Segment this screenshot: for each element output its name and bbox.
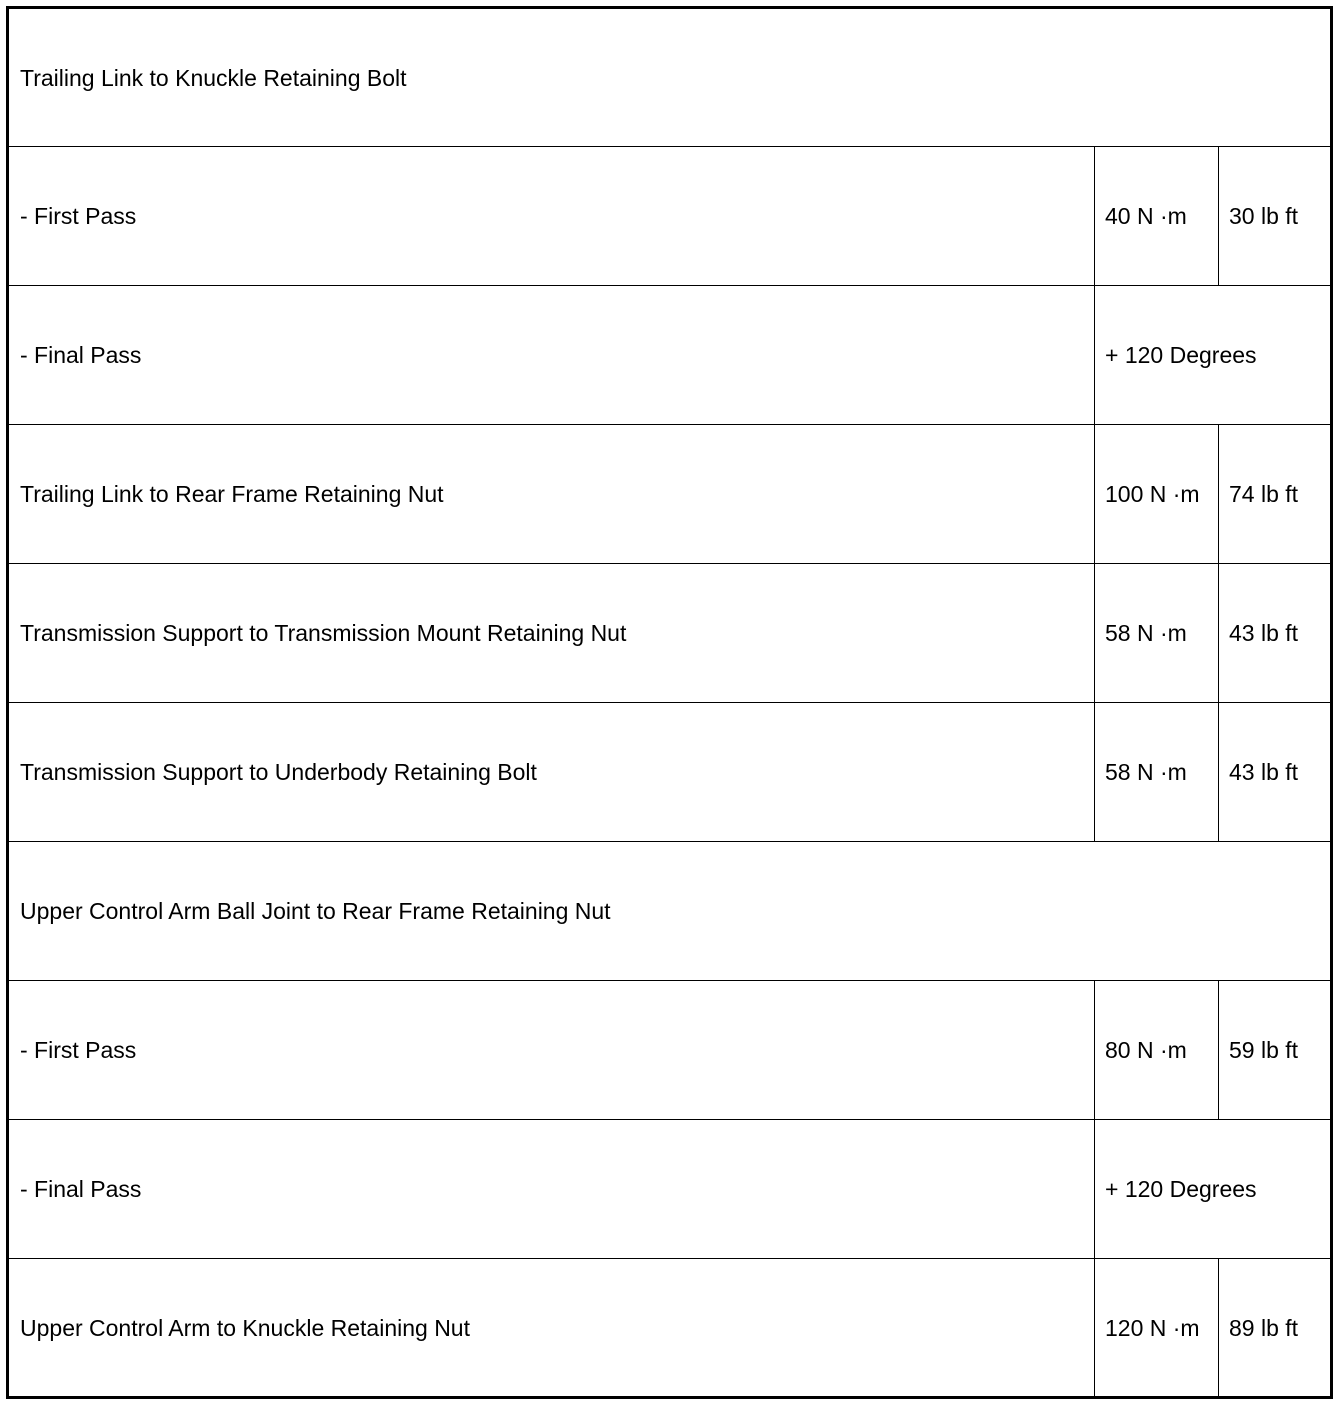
spec-english-value: 89 lb ft bbox=[1219, 1259, 1332, 1398]
spec-group-heading: Upper Control Arm Ball Joint to Rear Frame Retaining Nut bbox=[8, 842, 1332, 981]
spec-description: Transmission Support to Underbody Retaining Bolt bbox=[8, 703, 1095, 842]
spec-english-value: 30 lb ft bbox=[1219, 147, 1332, 286]
table-row bbox=[8, 1120, 1332, 1259]
table-row bbox=[8, 286, 1332, 425]
spec-english-value: 74 lb ft bbox=[1219, 425, 1332, 564]
table-row bbox=[8, 981, 1332, 1120]
spec-description: Trailing Link to Rear Frame Retaining Nut bbox=[8, 425, 1095, 564]
table-row bbox=[8, 8, 1332, 147]
spec-metric-value: 58 N ·m bbox=[1095, 564, 1219, 703]
spec-description: - First Pass bbox=[8, 981, 1095, 1120]
torque-spec-table bbox=[6, 6, 1333, 1399]
spec-angle-value: + 120 Degrees bbox=[1095, 286, 1332, 425]
spec-description: Upper Control Arm to Knuckle Retaining Nut bbox=[8, 1259, 1095, 1398]
spec-english-value: 59 lb ft bbox=[1219, 981, 1332, 1120]
table-row bbox=[8, 703, 1332, 842]
spec-description: - Final Pass bbox=[8, 1120, 1095, 1259]
spec-english-value: 43 lb ft bbox=[1219, 564, 1332, 703]
spec-metric-value: 80 N ·m bbox=[1095, 981, 1219, 1120]
spec-description: - Final Pass bbox=[8, 286, 1095, 425]
spec-angle-value: + 120 Degrees bbox=[1095, 1120, 1332, 1259]
table-row bbox=[8, 564, 1332, 703]
spec-metric-value: 120 N ·m bbox=[1095, 1259, 1219, 1398]
table-row bbox=[8, 425, 1332, 564]
spec-english-value: 43 lb ft bbox=[1219, 703, 1332, 842]
spec-metric-value: 100 N ·m bbox=[1095, 425, 1219, 564]
table-row bbox=[8, 1259, 1332, 1398]
spec-group-heading: Trailing Link to Knuckle Retaining Bolt bbox=[8, 8, 1332, 147]
spec-metric-value: 40 N ·m bbox=[1095, 147, 1219, 286]
spec-metric-value: 58 N ·m bbox=[1095, 703, 1219, 842]
table-row bbox=[8, 147, 1332, 286]
spec-description: - First Pass bbox=[8, 147, 1095, 286]
table-row bbox=[8, 842, 1332, 981]
spec-description: Transmission Support to Transmission Mount Retaining Nut bbox=[8, 564, 1095, 703]
